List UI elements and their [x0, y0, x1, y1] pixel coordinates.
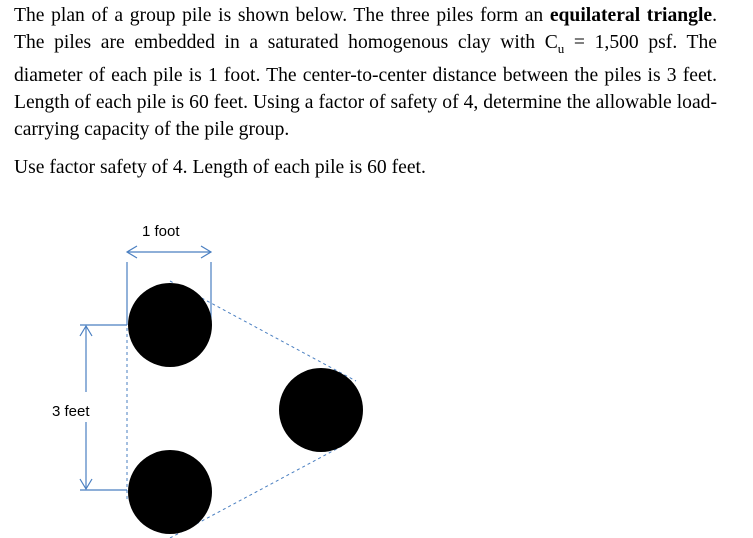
problem-emphasis: equilateral triangle	[549, 5, 713, 26]
note-text: Use factor safety of 4. Length of each pile is 60 feet.	[14, 157, 426, 178]
diameter-label: 1 foot	[142, 223, 180, 240]
problem-text-3: = 1,500 psf. The diameter of each pile is 1 foot. The center-to-center distance between the piles is 3 feet. Length of each pile is 60 feet. Using a factor of safety of 4, determine the allowable load-carrying capacity of the pile group.	[14, 32, 717, 140]
problem-text-2: . The piles are embedded in a saturated homogenous clay with C	[14, 5, 718, 53]
problem-subscript: u	[557, 40, 565, 56]
pile-top	[128, 283, 212, 367]
pile-right	[279, 368, 363, 452]
pile-bottom	[128, 450, 212, 534]
problem-text-1: The plan of a group pile is shown below. The three piles form an	[14, 5, 550, 26]
spacing-label: 3 feet	[52, 403, 90, 420]
